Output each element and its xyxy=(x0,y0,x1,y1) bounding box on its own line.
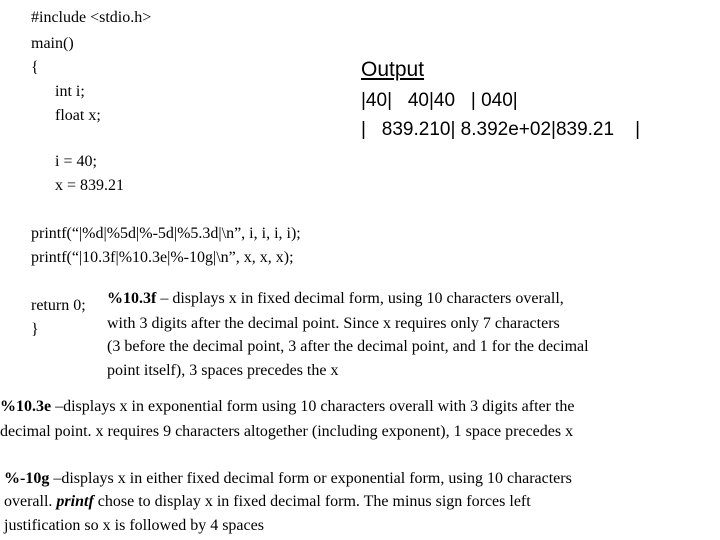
code-line-assign-x: x = 839.21 xyxy=(55,177,125,194)
note-f-line-4: point itself), 3 spaces precedes the x xyxy=(107,362,339,379)
output-line-1: |40| 40|40 | 040| xyxy=(361,90,518,111)
note-e-text-1: –displays x in exponential form using 10 characters overall with 3 digits after the xyxy=(51,398,575,415)
note-g-line-3: justification so x is followed by 4 spaces xyxy=(4,517,264,534)
code-line-open-brace: { xyxy=(31,59,39,76)
note-f-line-2: with 3 digits after the decimal point. Since x requires only 7 characters xyxy=(107,315,560,332)
note-g-text-1: –displays x in either fixed decimal form or exponential form, using 10 characters xyxy=(49,470,572,487)
note-g-code: %-10g xyxy=(4,470,50,487)
note-g-text-2a: overall. xyxy=(4,493,57,510)
code-line-printf-int: printf(“|%d|%5d|%-5d|%5.3d|\n”, i, i, i, i); xyxy=(31,225,301,242)
code-line-include: #include <stdio.h> xyxy=(31,9,152,26)
note-f-text-1: – displays x in fixed decimal form, using 10 characters overall, xyxy=(156,290,564,307)
note-g-printf: printf xyxy=(56,493,94,510)
note-g-line-2 xyxy=(4,491,531,513)
note-f-line-3: (3 before the decimal point, 3 after the decimal point, and 1 for the decimal xyxy=(107,338,589,355)
code-line-main: main() xyxy=(31,35,74,52)
note-g-line-1 xyxy=(4,468,572,490)
output-title: Output xyxy=(361,58,425,81)
code-line-close-brace: } xyxy=(31,321,39,338)
note-f-line-1 xyxy=(107,288,564,310)
code-line-float-decl: float x; xyxy=(55,107,101,124)
code-line-return: return 0; xyxy=(31,297,86,314)
code-line-int-decl: int i; xyxy=(55,83,85,100)
code-line-printf-float: printf(“|10.3f|%10.3e|%-10g|\n”, x, x, x); xyxy=(31,249,294,266)
code-line-assign-i: i = 40; xyxy=(55,153,97,170)
output-line-2: | 839.210| 8.392e+02|839.21 | xyxy=(361,119,641,140)
note-f-code: %10.3f xyxy=(107,290,157,307)
note-e-line-1 xyxy=(0,396,575,418)
note-g-text-2b: chose to display x in fixed decimal form. The minus sign forces left xyxy=(93,493,531,510)
note-e-code: %10.3e xyxy=(0,398,52,415)
note-e-line-2: decimal point. x requires 9 characters altogether (including exponent), 1 space precedes x xyxy=(0,423,574,440)
